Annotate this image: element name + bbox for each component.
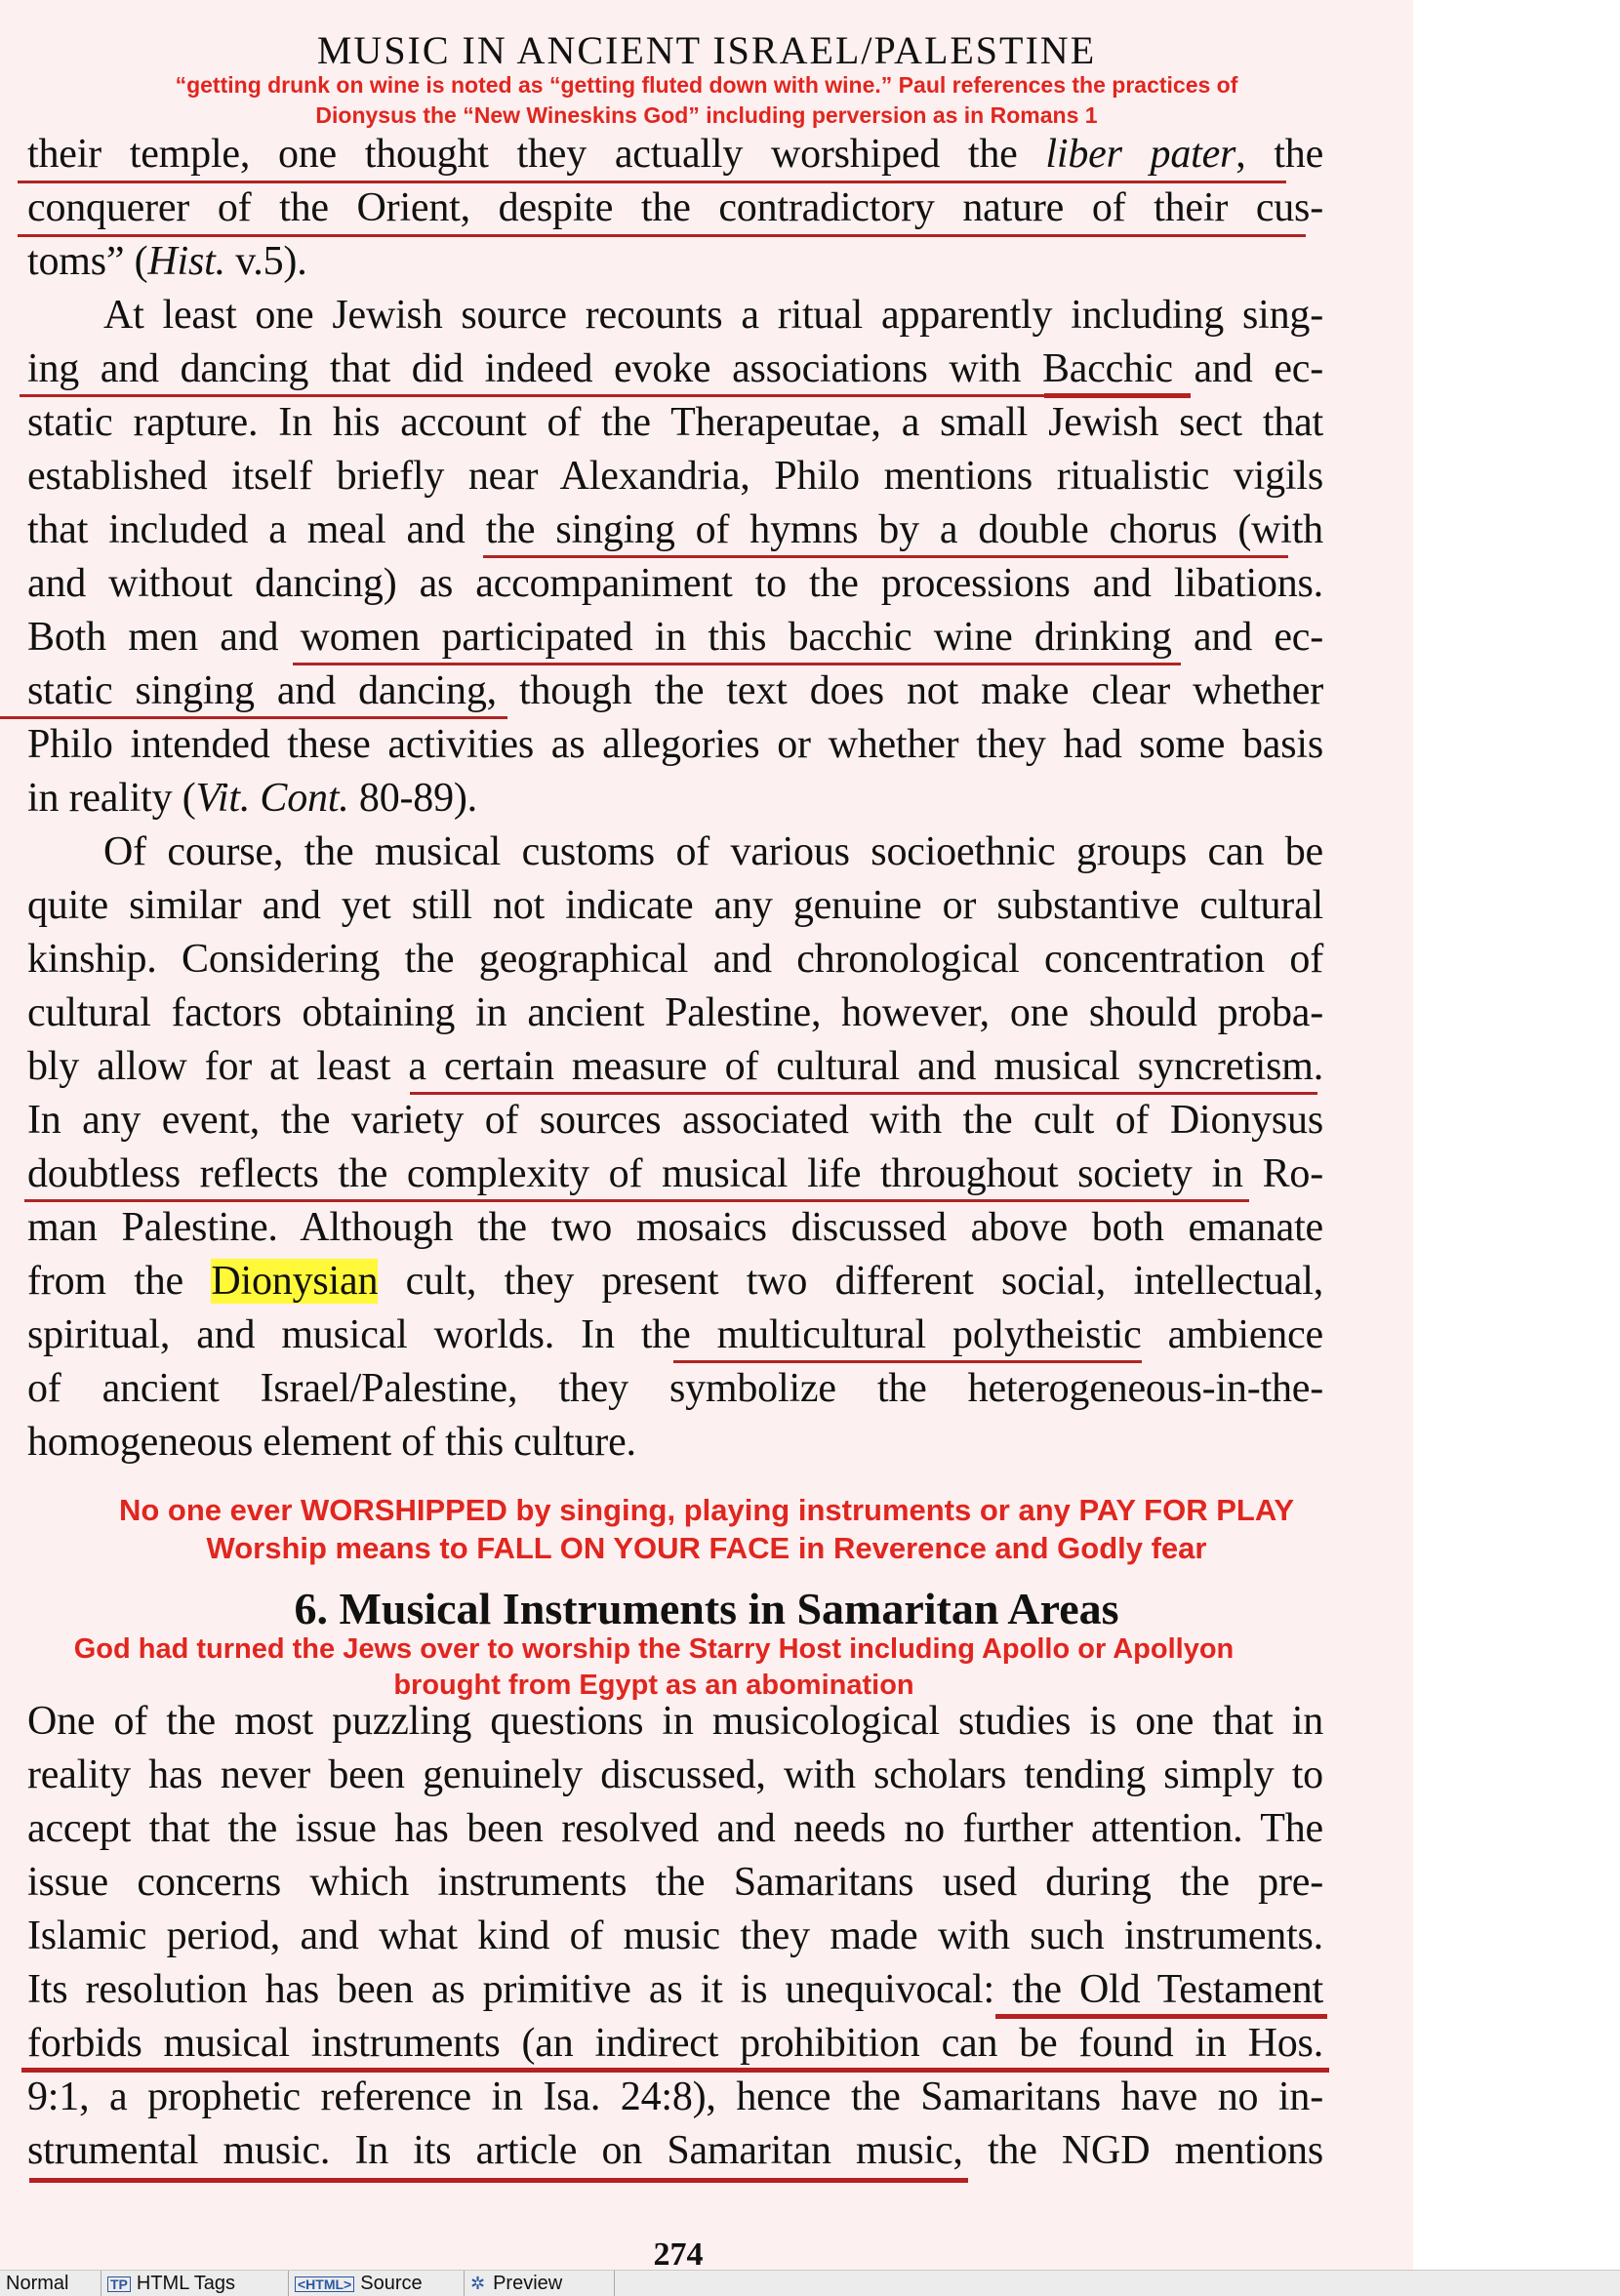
underline-mark [0, 716, 507, 719]
annotation-note-section [0, 1631, 1308, 1704]
tags-icon: TP [107, 2276, 131, 2292]
text-line: Philo intended these activities as allegories or whether they had some basis [27, 722, 1323, 767]
text-line: ing and dancing that did indeed evoke associations with Bacchic and ec- [27, 346, 1323, 391]
underline-mark [20, 394, 1044, 397]
tab-html-tags[interactable] [101, 2271, 289, 2296]
underline-mark [18, 181, 1286, 183]
annotation-line: brought from Egypt as an abomination [393, 1670, 914, 1701]
annotation-note-worship [0, 1491, 1413, 1567]
annotation-line: “getting drunk on wine is noted as “getting fluted down with wine.” Paul references the practices of [175, 72, 1238, 98]
preview-icon: ✲ [470, 2274, 486, 2293]
section-heading: 6. Musical Instruments in Samaritan Areas [294, 1584, 1119, 1633]
tab-label: HTML Tags [136, 2273, 236, 2294]
text-line: static rapture. In his account of the Therapeutae, a small Jewish sect that [27, 400, 1323, 445]
annotation-line: No one ever WORSHIPPED by singing, playing instruments or any PAY FOR PLAY [118, 1493, 1295, 1527]
underline-mark [1044, 393, 1191, 398]
underline-mark [995, 2014, 1327, 2019]
tab-label: Source [360, 2273, 423, 2294]
underline-mark [21, 2068, 1329, 2073]
annotation-line: Worship means to FALL ON YOUR FACE in Reverence and Godly fear [206, 1531, 1207, 1565]
text-line: their temple, one thought they actually worshiped the liber pater, the [27, 132, 1324, 177]
text-line: that included a meal and the singing of hymns by a double chorus (with [27, 507, 1323, 552]
text-line: One of the most puzzling questions in musicological studies is one that in [27, 1699, 1323, 1744]
text-line: In any event, the variety of sources associated with the cult of Dionysus [27, 1098, 1323, 1143]
tab-normal[interactable] [0, 2271, 101, 2296]
text-line: and without dancing) as accompaniment to the processions and libations. [27, 561, 1323, 606]
annotation-line: Dionysus the “New Wineskins God” including perversion as in Romans 1 [315, 102, 1098, 128]
page-number: 274 [653, 2236, 704, 2270]
text-line: conquerer of the Orient, despite the contradictory nature of their cus- [27, 185, 1323, 230]
highlighted-word: Dionysian [211, 1259, 379, 1304]
annotation-note-top [0, 70, 1413, 131]
text-line: established itself briefly near Alexandria, Philo mentions ritualistic vigils [27, 454, 1323, 499]
underline-mark [410, 1092, 1317, 1095]
text-line: spiritual, and musical worlds. In the multicultural polytheistic ambience [27, 1312, 1323, 1357]
underline-mark [483, 555, 1288, 558]
underline-mark [24, 1199, 1249, 1202]
text-line: Its resolution has been as primitive as it is unequivocal: the Old Testament [27, 1967, 1323, 2012]
text-line: Of course, the musical customs of various socioethnic groups can be [103, 829, 1323, 874]
running-header: MUSIC IN ANCIENT ISRAEL/PALESTINE [316, 28, 1097, 72]
tab-label: Preview [493, 2273, 563, 2294]
text-line: of ancient Israel/Palestine, they symbolize the heterogeneous-in-the- [27, 1366, 1323, 1411]
tab-preview[interactable] [465, 2271, 615, 2296]
tab-source[interactable] [289, 2271, 465, 2296]
text-line: static singing and dancing, though the text does not make clear whether [27, 668, 1323, 713]
underline-mark [18, 234, 1306, 237]
text-line: 9:1, a prophetic reference in Isa. 24:8), hence the Samaritans have no in- [27, 2074, 1323, 2119]
text-line: in reality (Vit. Cont. 80-89). [27, 776, 477, 821]
text-line: issue concerns which instruments the Samaritans used during the pre- [27, 1860, 1323, 1905]
annotation-line: God had turned the Jews over to worship the Starry Host including Apollo or Apollyon [73, 1633, 1235, 1665]
text-line: homogeneous element of this culture. [27, 1420, 636, 1465]
text-line: toms” (Hist. v.5). [27, 239, 307, 284]
tab-label: Normal [6, 2273, 69, 2294]
underline-mark [673, 1360, 1142, 1363]
text-line: man Palestine. Although the two mosaics discussed above both emanate [27, 1205, 1323, 1250]
source-icon: <HTML> [295, 2276, 354, 2292]
underline-mark [293, 663, 1181, 665]
text-line: from the Dionysian cult, they present two different social, intellectual, [27, 1259, 1323, 1304]
text-line: doubtless reflects the complexity of musical life throughout society in Ro- [27, 1151, 1323, 1196]
text-line: cultural factors obtaining in ancient Palestine, however, one should proba- [27, 990, 1323, 1035]
editor-view-tabs [0, 2270, 1620, 2296]
text-line: kinship. Considering the geographical and chronological concentration of [27, 937, 1323, 982]
text-line: At least one Jewish source recounts a ritual apparently including sing- [103, 293, 1323, 338]
underline-mark [29, 2178, 968, 2183]
text-line: bly allow for at least a certain measure of cultural and musical syncretism. [27, 1044, 1323, 1089]
text-line: accept that the issue has been resolved and needs no further attention. The [27, 1806, 1323, 1851]
text-line: Both men and women participated in this bacchic wine drinking and ec- [27, 615, 1323, 660]
text-line: forbids musical instruments (an indirect prohibition can be found in Hos. [27, 2021, 1323, 2066]
text-line: strumental music. In its article on Samaritan music, the NGD mentions [27, 2128, 1323, 2173]
text-line: reality has never been genuinely discussed, with scholars tending simply to [27, 1752, 1323, 1797]
text-line: quite similar and yet still not indicate any genuine or substantive cultural [27, 883, 1323, 928]
text-line: Islamic period, and what kind of music they made with such instruments. [27, 1913, 1323, 1958]
